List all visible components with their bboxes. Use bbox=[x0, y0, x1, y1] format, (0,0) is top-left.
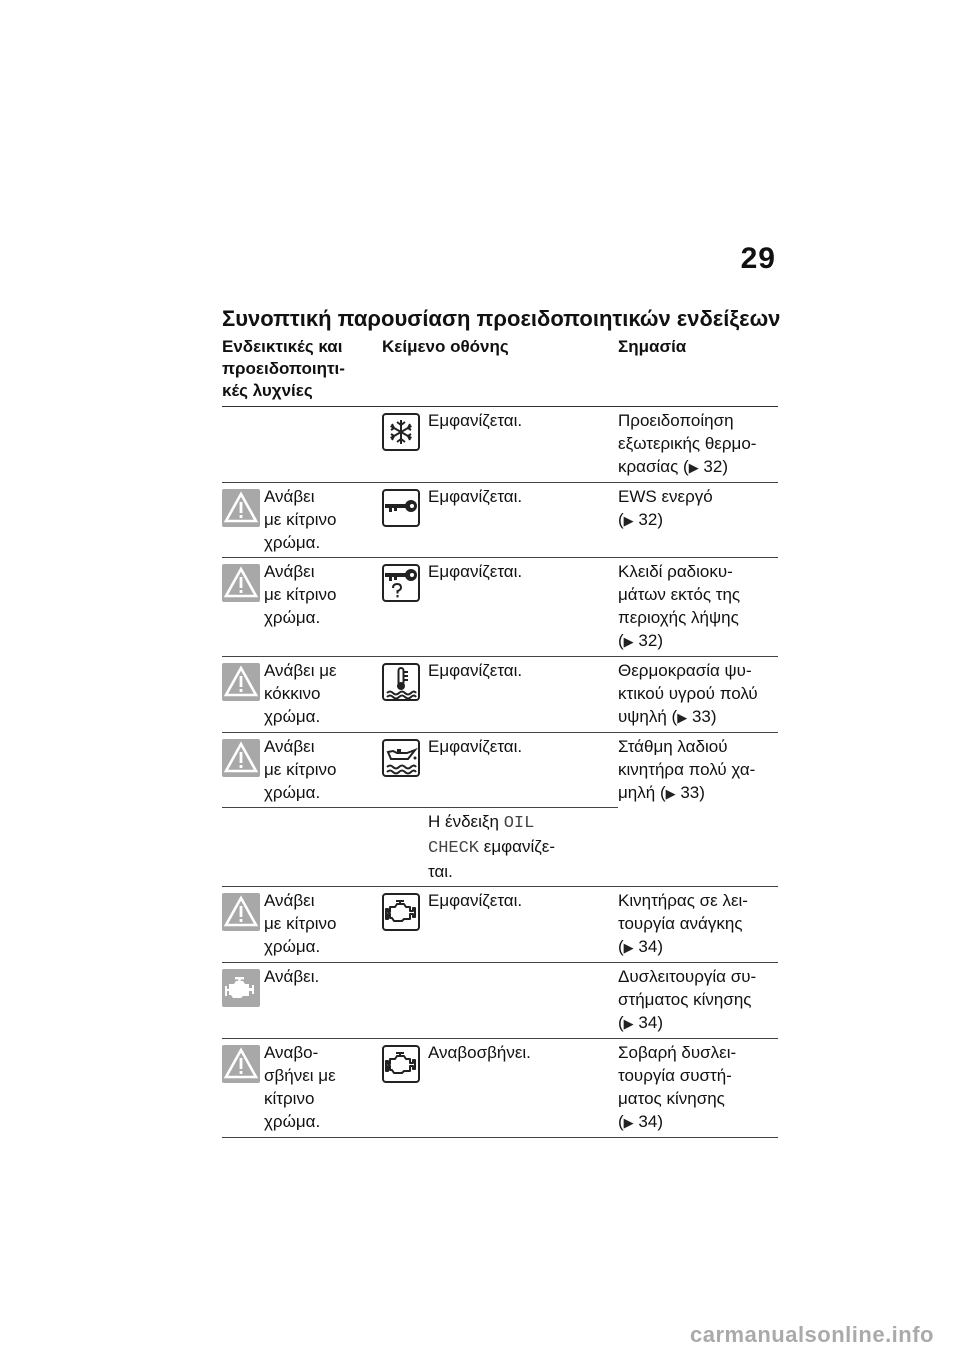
oil-can-icon bbox=[382, 739, 420, 777]
reference-arrow-icon: ▶ bbox=[623, 634, 634, 649]
lamp-cell: Ανάβει με κίτρινο χρώμα. bbox=[222, 558, 382, 656]
display-text: Αναβοσβήνει. bbox=[428, 1043, 531, 1062]
lamp-cell: Ανάβει με κίτρινο χρώμα. bbox=[222, 887, 382, 962]
lamp-cell: Αναβο- σβήνει με κίτρινο χρώμα. bbox=[222, 1039, 382, 1137]
meaning-cell: Προειδοποίηση εξωτερικής θερμο- κρασίας (▶ 32) bbox=[618, 411, 757, 476]
display-cell bbox=[382, 483, 618, 557]
display-cell-alt: Η ένδειξη OIL CHECK εμφανίζε- ται. bbox=[428, 812, 555, 881]
display-text: Εμφανίζεται. bbox=[428, 487, 523, 506]
lamp-cell: Ανάβει. bbox=[222, 963, 382, 1038]
reference-arrow-icon: ▶ bbox=[623, 1115, 634, 1130]
snowflake-icon bbox=[382, 413, 420, 451]
section-title: Συνοπτική παρουσίαση προειδοποιητικών ενδείξεων bbox=[222, 306, 781, 331]
meaning-cell: Κινητήρας σε λει- τουργία ανάγκης (▶ 34) bbox=[618, 891, 748, 956]
display-text: Εμφανίζεται. bbox=[428, 411, 523, 430]
meaning-cell: Στάθμη λαδιού κινητήρα πολύ χα- μηλή (▶ 33) bbox=[618, 737, 756, 802]
warning-triangle-icon bbox=[222, 564, 260, 602]
display-cell bbox=[382, 407, 618, 482]
meaning-cell: Σοβαρή δυσλει- τουργία συστή- ματος κίνησης (▶ 34) bbox=[618, 1043, 737, 1131]
display-text: Εμφανίζεται. bbox=[428, 661, 523, 680]
header-display-text: Κείμενο οθόνης bbox=[382, 337, 509, 356]
page-number: 29 bbox=[740, 242, 776, 275]
table-row bbox=[222, 483, 778, 558]
display-cell bbox=[382, 887, 618, 962]
watermark-text: carmanualsonline.info bbox=[690, 1322, 934, 1347]
warning-triangle-icon bbox=[222, 489, 260, 527]
table-row bbox=[222, 407, 778, 483]
reference-arrow-icon: ▶ bbox=[665, 786, 676, 801]
header-lamps: Ενδεικτικές και προειδοποιητι- κές λυχνίες bbox=[222, 337, 345, 400]
meaning-cell: Θερμοκρασία ψυ- κτικού υγρού πολύ υψηλή (▶ 33) bbox=[618, 661, 758, 726]
table-header bbox=[222, 336, 778, 407]
key-question-icon bbox=[382, 564, 420, 602]
lamp-cell: Ανάβει με κίτρινο χρώμα. bbox=[222, 733, 382, 807]
table-row bbox=[222, 657, 778, 733]
lamp-cell: Ανάβει με κίτρινο χρώμα. bbox=[222, 483, 382, 557]
warning-triangle-icon bbox=[222, 1045, 260, 1083]
lamp-cell bbox=[222, 407, 382, 482]
engine-icon bbox=[382, 893, 420, 931]
key-icon bbox=[382, 489, 420, 527]
reference-arrow-icon: ▶ bbox=[623, 940, 634, 955]
reference-arrow-icon: ▶ bbox=[677, 710, 688, 725]
engine-icon bbox=[382, 1045, 420, 1083]
table-row bbox=[222, 558, 778, 657]
table-row bbox=[222, 1039, 778, 1138]
display-text: Εμφανίζεται. bbox=[428, 737, 523, 756]
reference-arrow-icon: ▶ bbox=[688, 460, 699, 475]
display-cell bbox=[382, 733, 618, 807]
lamp-cell: Ανάβει με κόκκινο χρώμα. bbox=[222, 657, 382, 732]
meaning-cell: EWS ενεργό (▶ 32) bbox=[618, 487, 713, 529]
warning-triangle-icon bbox=[222, 663, 260, 701]
warning-triangle-icon bbox=[222, 893, 260, 931]
display-cell bbox=[382, 1039, 618, 1137]
warning-triangle-icon bbox=[222, 739, 260, 777]
display-text: Εμφανίζεται. bbox=[428, 891, 523, 910]
reference-arrow-icon: ▶ bbox=[623, 1016, 634, 1031]
meaning-cell: Δυσλειτουργία συ- στήματος κίνησης (▶ 34) bbox=[618, 967, 757, 1032]
display-cell bbox=[382, 657, 618, 732]
meaning-cell: Κλειδί ραδιοκυ- μάτων εκτός της περιοχής λήψης (▶ 32) bbox=[618, 562, 741, 650]
engine-lamp-icon bbox=[222, 969, 260, 1007]
table-row bbox=[222, 963, 778, 1039]
display-text: Εμφανίζεται. bbox=[428, 562, 523, 581]
warnings-table bbox=[222, 336, 778, 1138]
display-cell bbox=[382, 963, 618, 1038]
display-cell bbox=[382, 558, 618, 656]
table-row bbox=[222, 887, 778, 963]
header-meaning: Σημασία bbox=[618, 337, 687, 356]
reference-arrow-icon: ▶ bbox=[623, 513, 634, 528]
coolant-temperature-icon bbox=[382, 663, 420, 701]
table-row bbox=[222, 733, 778, 887]
